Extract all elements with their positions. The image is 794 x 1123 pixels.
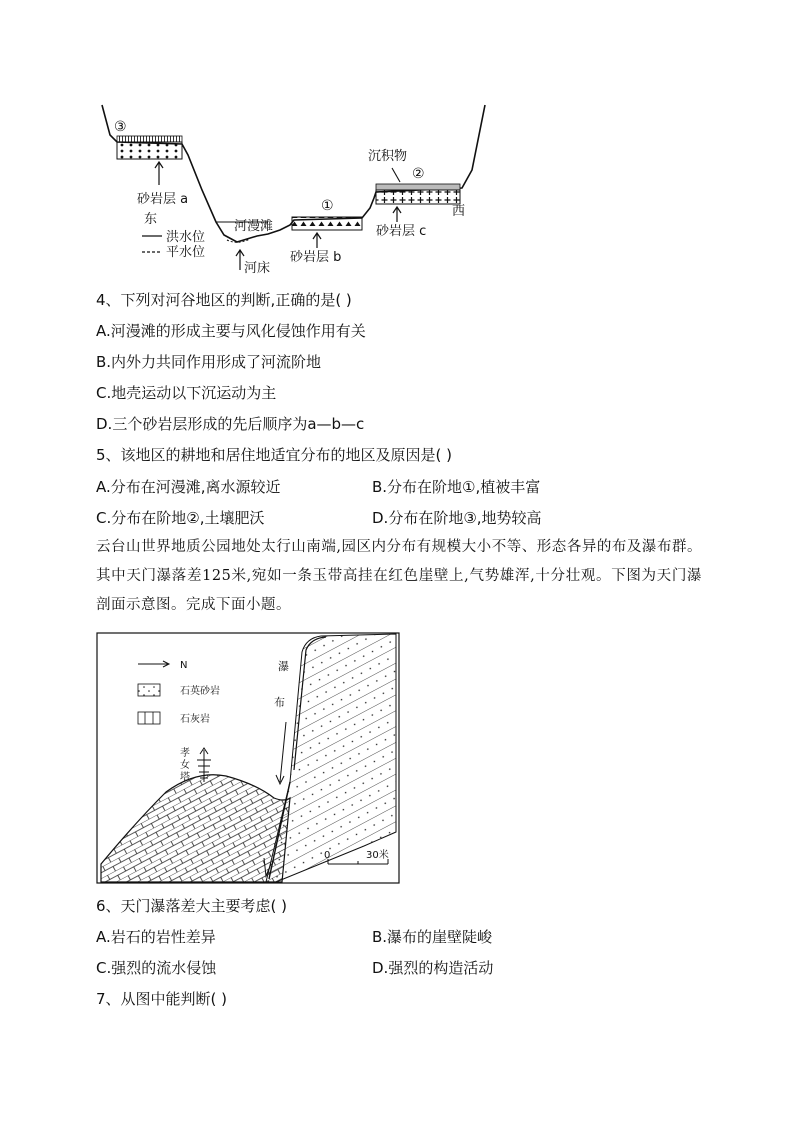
sandstone-a-label: 砂岩层 a — [137, 192, 189, 207]
waterfall-profile-diagram — [96, 632, 400, 884]
quartz-sandstone-label: 石英砂岩 — [180, 686, 220, 697]
pagoda-label-3: 塔 — [180, 772, 190, 783]
limestone-swatch — [138, 712, 160, 724]
q5-option-b: B.分布在阶地①,植被丰富 — [372, 478, 541, 496]
sandstone-b-label: 砂岩层 b — [290, 250, 342, 265]
river-valley-diagram — [92, 100, 492, 280]
scale-zero: 0 — [324, 850, 331, 861]
q6-option-c: C.强烈的流水侵蚀 — [96, 959, 217, 977]
floodplain-label: 河漫滩 — [234, 219, 274, 234]
riverbed-label: 河床 — [244, 261, 271, 276]
q5-option-a: A.分布在河漫滩,离水源较近 — [96, 478, 281, 496]
terrace-2-label: ② — [412, 166, 425, 182]
q5-option-d: D.分布在阶地③,地势较高 — [372, 509, 542, 527]
quartz-sandstone-swatch — [138, 684, 160, 696]
waterfall-label-1: 瀑 — [278, 660, 289, 673]
q4-option-a: A.河漫滩的形成主要与风化侵蚀作用有关 — [96, 322, 366, 340]
q4-option-c: C.地壳运动以下沉运动为主 — [96, 384, 277, 402]
limestone-label: 石灰岩 — [180, 714, 210, 725]
west-label: 西 — [452, 204, 466, 219]
q6-option-d: D.强烈的构造活动 — [372, 959, 494, 977]
terrace-3-label: ③ — [114, 119, 127, 135]
sediment-label: 沉积物 — [368, 149, 408, 164]
arrow-sediment — [392, 168, 400, 182]
arrow-sandstone-a — [155, 162, 163, 185]
arrow-riverbed — [236, 250, 244, 270]
q4-stem: 4、下列对河谷地区的判断,正确的是( ) — [96, 291, 352, 309]
waterfall-label-2: 布 — [274, 696, 285, 709]
q7-stem: 7、从图中能判断( ) — [96, 990, 228, 1008]
terrace-3 — [117, 136, 182, 159]
scale-end: 30米 — [366, 850, 389, 861]
east-label: 东 — [144, 212, 158, 227]
passage: 云台山世界地质公园地处太行山南端,园区内分布有规模大小不等、形态各异的布及瀑布群。其中天门瀑落差125米,宛如一条玉带高挂在红色崖壁上,气势雄浑,十分壮观。下图为天门瀑剖面示意图。完成下面小题。 — [96, 539, 702, 613]
terrace-1-label: ① — [321, 198, 334, 214]
terrace-1 — [292, 217, 362, 230]
normal-level-label: 平水位 — [166, 245, 206, 260]
arrow-sandstone-b — [313, 233, 321, 248]
q6-option-a: A.岩石的岩性差异 — [96, 928, 216, 946]
pagoda-label-1: 孝 — [180, 748, 190, 759]
q4-option-b: B.内外力共同作用形成了河流阶地 — [96, 353, 322, 371]
q5-stem: 5、该地区的耕地和居住地适宜分布的地区及原因是( ) — [96, 446, 453, 464]
arrow-sandstone-c — [393, 207, 401, 222]
sandstone-c-label: 砂岩层 c — [376, 224, 427, 239]
pagoda-label-2: 女 — [180, 760, 190, 771]
q6-stem: 6、天门瀑落差大主要考虑( ) — [96, 897, 288, 915]
terrace-2 — [376, 184, 460, 204]
flood-level-label: 洪水位 — [166, 230, 206, 245]
q6-option-b: B.瀑布的崖壁陡峻 — [372, 928, 493, 946]
q4-option-d: D.三个砂岩层形成的先后顺序为a—b—c — [96, 415, 365, 433]
north-label: N — [180, 660, 188, 671]
q5-option-c: C.分布在阶地②,土壤肥沃 — [96, 509, 265, 527]
